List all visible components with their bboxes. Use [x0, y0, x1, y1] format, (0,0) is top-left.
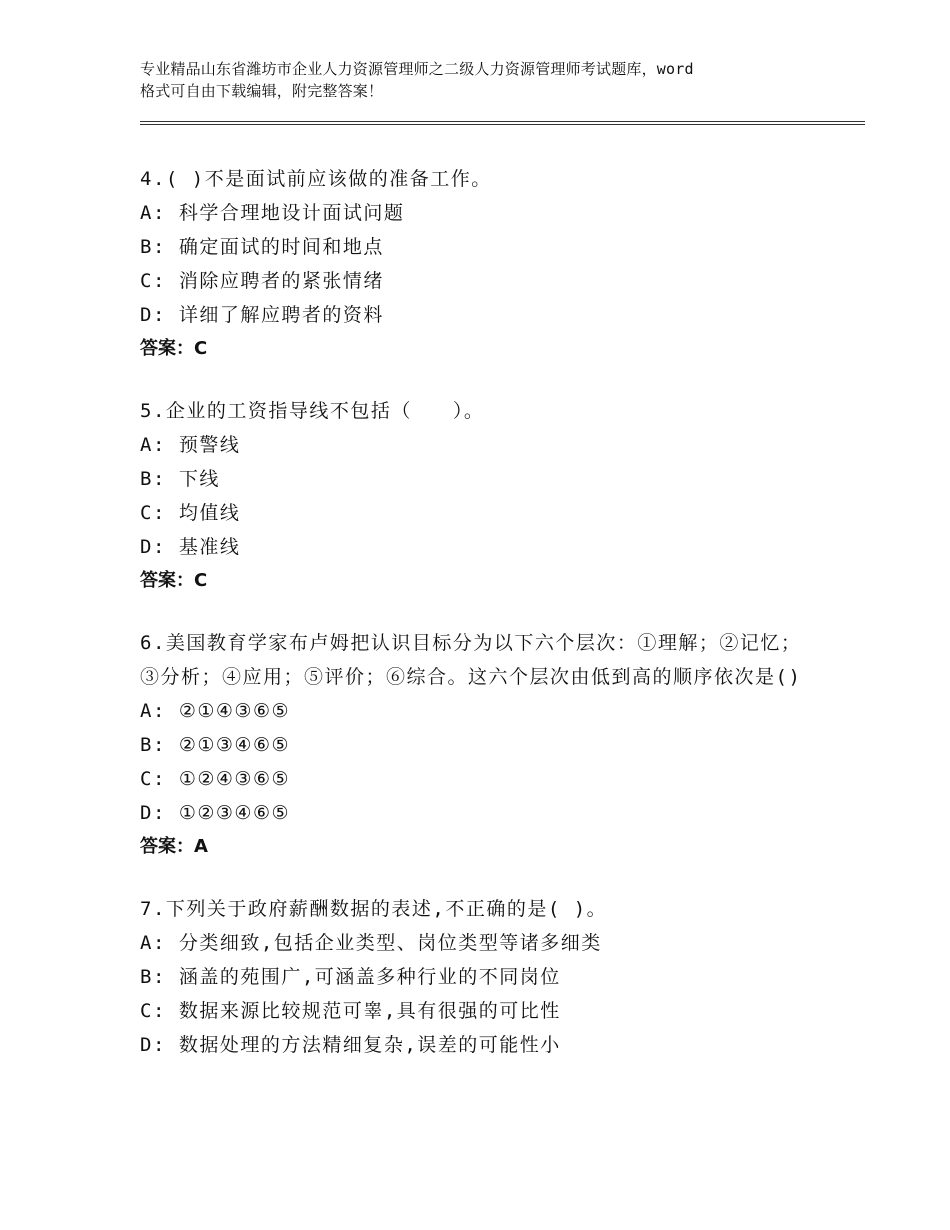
header-line-2: 格式可自由下载编辑，附完整答案！: [140, 82, 384, 100]
question-6: [140, 626, 820, 864]
question-5: [140, 394, 820, 598]
option-d: D: 详细了解应聘者的资料: [140, 304, 384, 326]
question-stem: 6.美国教育学家布卢姆把认识目标分为以下六个层次：①理解；②记忆；③分析；④应用；⑤评价；⑥综合。这六个层次由低到高的顺序依次是(): [140, 632, 802, 688]
header-line-1: 专业精品山东省潍坊市企业人力资源管理师之二级人力资源管理师考试题库，word: [140, 60, 694, 78]
question-7: [140, 892, 820, 1062]
option-b: B: ②①③④⑥⑤: [140, 734, 291, 756]
option-a: A: 分类细致,包括企业类型、岗位类型等诸多细类: [140, 932, 602, 954]
option-d: D: 基准线: [140, 536, 241, 558]
option-a: A: 科学合理地设计面试问题: [140, 202, 405, 224]
answer: 答案：C: [140, 338, 208, 359]
option-d: D: 数据处理的方法精细复杂,误差的可能性小: [140, 1034, 561, 1056]
question-stem: 7.下列关于政府薪酬数据的表述,不正确的是( )。: [140, 898, 608, 920]
answer: 答案：A: [140, 836, 208, 857]
question-stem: 4.( )不是面试前应该做的准备工作。: [140, 168, 492, 190]
option-c: C: 均值线: [140, 502, 241, 524]
option-b: B: 下线: [140, 468, 220, 490]
option-b: B: 确定面试的时间和地点: [140, 236, 384, 258]
question-list: [140, 162, 820, 1090]
option-c: C: 数据来源比较规范可睾,具有很强的可比性: [140, 1000, 561, 1022]
option-a: A: ②①④③⑥⑤: [140, 700, 291, 722]
header-divider-top: [140, 121, 865, 122]
option-a: A: 预警线: [140, 434, 241, 456]
option-c: C: 消除应聘者的紧张情绪: [140, 270, 384, 292]
document-header: [140, 58, 830, 102]
answer: 答案：C: [140, 570, 208, 591]
option-d: D: ①②③④⑥⑤: [140, 802, 291, 824]
question-stem: 5.企业的工资指导线不包括（ ）。: [140, 400, 485, 422]
header-divider-bottom: [140, 124, 865, 125]
option-c: C: ①②④③⑥⑤: [140, 768, 291, 790]
question-4: [140, 162, 820, 366]
option-b: B: 涵盖的苑围广,可涵盖多种行业的不同岗位: [140, 966, 561, 988]
